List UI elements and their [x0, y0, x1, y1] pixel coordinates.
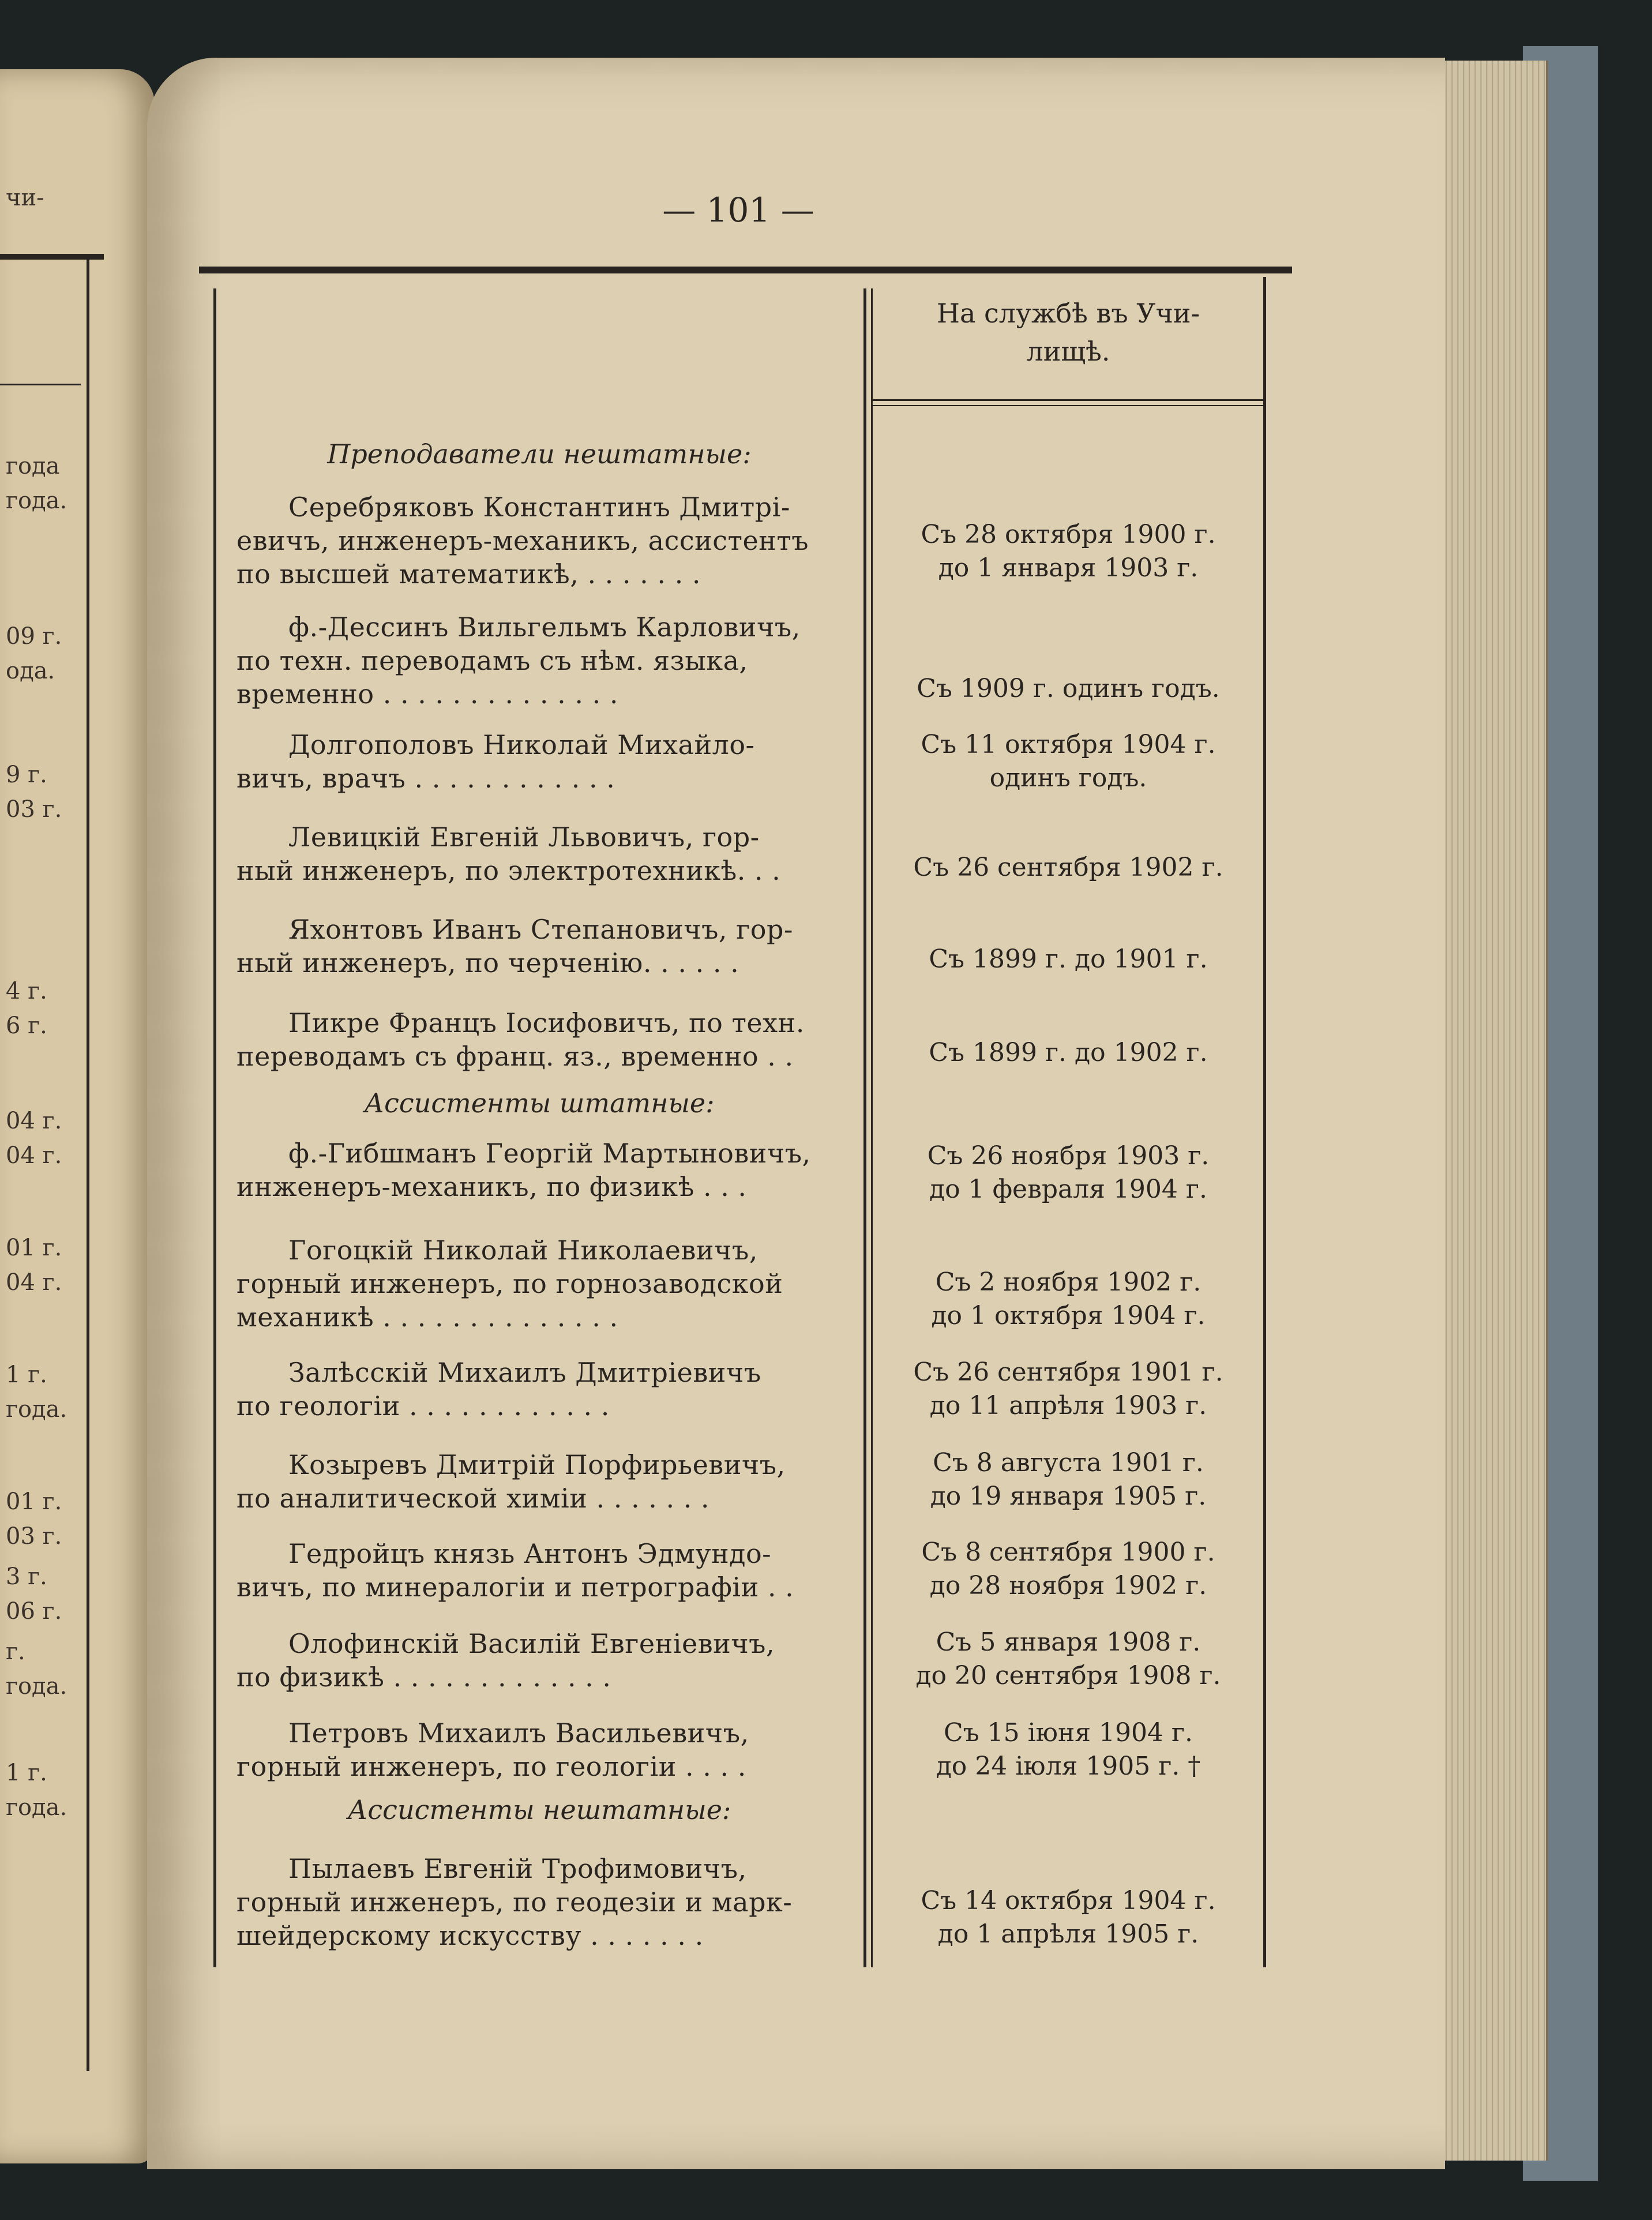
section-title-non-staff-teachers: Преподаватели нештатные:	[327, 438, 752, 470]
entry-line: Гогоцкій Николай Николаевичъ,	[288, 1235, 758, 1266]
service-dates	[872, 1716, 1264, 1783]
service-dates	[872, 1446, 1264, 1513]
service-date-line: Съ 8 сентября 1900 г.	[921, 1537, 1215, 1567]
staff-entry	[236, 1006, 848, 1073]
service-date-line: до 24 іюля 1905 г. †	[936, 1752, 1201, 1781]
entry-line: Пылаевъ Евгеній Трофимовичъ,	[288, 1853, 747, 1884]
service-dates	[872, 1626, 1264, 1693]
service-dates	[872, 518, 1264, 585]
staff-entry	[236, 913, 848, 980]
service-date-line: до 19 января 1905 г.	[930, 1482, 1207, 1511]
left-page-fragment: года.	[6, 1673, 67, 1700]
service-date-line: до 20 сентября 1908 г.	[915, 1661, 1221, 1690]
service-date-line: Съ 11 октября 1904 г.	[921, 730, 1216, 759]
service-dates	[872, 1139, 1264, 1206]
left-page-fragment: 03 г.	[6, 1523, 62, 1550]
left-page-fragment: 04 г.	[6, 1142, 62, 1169]
service-date-line: до 1 января 1903 г.	[938, 553, 1199, 583]
left-page-fragment: 03 г.	[6, 796, 62, 823]
service-date-line: Съ 1899 г. до 1901 г.	[929, 944, 1208, 974]
left-page-fragment: года.	[6, 1794, 67, 1821]
left-page-fragment: года.	[6, 487, 67, 514]
entry-line: ф.-Дессинъ Вильгельмъ Карловичъ,	[288, 612, 801, 643]
top-rule	[199, 267, 1292, 273]
service-date-line: Съ 26 ноября 1903 г.	[927, 1141, 1210, 1171]
entry-line: Яхонтовъ Иванъ Степановичъ, гор-	[288, 914, 793, 945]
entry-line: горный инженеръ, по геологіи . . . .	[236, 1751, 746, 1782]
entry-line: Левицкій Евгеній Львовичъ, гор-	[288, 822, 760, 853]
service-dates	[872, 1036, 1264, 1070]
service-date-line: Съ 28 октября 1900 г.	[921, 520, 1216, 549]
entry-line: вичъ, по минералогіи и петрографіи . .	[236, 1572, 794, 1603]
left-page-fragment: чи-	[6, 185, 44, 211]
entry-line: временно . . . . . . . . . . . . . .	[236, 678, 618, 710]
left-page-fragment: 1 г.	[6, 1760, 47, 1786]
staff-entry	[236, 1448, 848, 1515]
rule	[863, 288, 866, 1967]
left-page-fragment: 9 г.	[6, 762, 47, 788]
staff-entry	[236, 1627, 848, 1694]
column-header-line: На службѣ въ Учи-	[936, 298, 1200, 329]
entry-line: горный инженеръ, по геодезіи и марк-	[236, 1887, 793, 1918]
staff-entry	[236, 1233, 848, 1334]
staff-entry	[236, 610, 848, 711]
entry-line: Гедройцъ князь Антонъ Эдмундо-	[288, 1538, 772, 1569]
left-page-fragment: 09 г.	[6, 623, 62, 650]
service-dates	[872, 851, 1264, 884]
entry-line: по высшей математикѣ, . . . . . . .	[236, 558, 701, 590]
service-date-line: Съ 1899 г. до 1902 г.	[929, 1038, 1208, 1067]
left-page-fragment: 04 г.	[6, 1269, 62, 1296]
staff-entry	[236, 490, 848, 591]
entry-line: переводамъ съ франц. яз., временно . .	[236, 1041, 794, 1072]
rule	[872, 399, 1264, 401]
service-date-line: Съ 8 августа 1901 г.	[933, 1448, 1204, 1477]
service-dates	[872, 672, 1264, 706]
service-date-line: до 1 февраля 1904 г.	[929, 1175, 1207, 1204]
service-date-line: до 28 ноября 1902 г.	[929, 1571, 1207, 1600]
page-number: — 101 —	[662, 190, 814, 230]
entry-line: шейдерскому искусству . . . . . . .	[236, 1920, 704, 1951]
left-page-fragment: 04 г.	[6, 1108, 62, 1134]
entry-line: Залѣсскій Михаилъ Дмитріевичъ	[288, 1357, 761, 1388]
staff-entry	[236, 728, 848, 795]
service-dates	[872, 1266, 1264, 1333]
left-page-fragment: 3 г.	[6, 1563, 47, 1590]
staff-entry	[236, 1537, 848, 1604]
entry-line: ф.-Гибшманъ Георгій Мартыновичъ,	[288, 1138, 811, 1169]
column-header	[872, 294, 1264, 370]
service-date-line: Съ 2 ноября 1902 г.	[935, 1268, 1202, 1297]
service-date-line: Съ 26 сентября 1902 г.	[913, 853, 1223, 882]
entry-line: Долгополовъ Николай Михайло-	[288, 729, 755, 760]
service-dates	[872, 1356, 1264, 1423]
section-title-non-staff-assistants: Ассистенты нештатные:	[347, 1794, 731, 1825]
entry-line: по геологіи . . . . . . . . . . . .	[236, 1390, 610, 1422]
left-page-fragment: 4 г.	[6, 978, 47, 1004]
left-page-fragment: 01 г.	[6, 1235, 62, 1261]
entry-line: Козыревъ Дмитрій Порфирьевичъ,	[288, 1449, 786, 1480]
service-date-line: до 1 октября 1904 г.	[931, 1301, 1206, 1330]
entry-line: евичъ, инженеръ-механикъ, ассистентъ	[236, 525, 809, 556]
left-page-fragment: года	[6, 453, 60, 479]
service-date-line: до 11 апрѣля 1903 г.	[929, 1391, 1207, 1420]
rule	[213, 288, 216, 1967]
entry-line: инженеръ-механикъ, по физикѣ . . .	[236, 1171, 747, 1202]
staff-entry	[236, 1137, 848, 1203]
left-page-fragment: 01 г.	[6, 1488, 62, 1515]
service-date-line: одинъ годъ.	[989, 763, 1147, 793]
left-page-fragment: 6 г.	[6, 1012, 47, 1039]
entry-line: ный инженеръ, по электротехникѣ. . .	[236, 855, 781, 886]
service-date-line: Съ 14 октября 1904 г.	[921, 1886, 1216, 1915]
entry-line: ный инженеръ, по черченію. . . . . .	[236, 947, 739, 978]
staff-entry	[236, 1852, 848, 1952]
service-dates	[872, 1536, 1264, 1603]
service-date-line: до 1 апрѣля 1905 г.	[937, 1919, 1199, 1949]
entry-line: Серебряковъ Константинъ Дмитрі-	[288, 492, 790, 523]
service-date-line: Съ 26 сентября 1901 г.	[913, 1357, 1223, 1387]
left-page-fragment: ода.	[6, 658, 55, 684]
left-page-fragment: года.	[6, 1396, 67, 1423]
entry-line: вичъ, врачъ . . . . . . . . . . . .	[236, 763, 615, 794]
rule	[872, 405, 1264, 406]
entry-line: Олофинскій Василій Евгеніевичъ,	[288, 1628, 775, 1659]
entry-line: по физикѣ . . . . . . . . . . . . .	[236, 1662, 611, 1693]
service-dates	[872, 728, 1264, 795]
service-date-line: Съ 5 января 1908 г.	[936, 1627, 1201, 1657]
entry-line: Пикре Францъ Іосифовичъ, по техн.	[288, 1007, 805, 1038]
entry-line: механикѣ . . . . . . . . . . . . . .	[236, 1302, 618, 1333]
staff-entry	[236, 820, 848, 887]
left-page-fragment: г.	[6, 1638, 25, 1665]
entry-line: Петровъ Михаилъ Васильевичъ,	[288, 1717, 749, 1749]
column-header-line: лищѣ.	[1026, 336, 1110, 367]
left-page-fragment: 1 г.	[6, 1362, 47, 1388]
service-dates	[872, 1884, 1264, 1951]
service-dates	[872, 943, 1264, 976]
entry-line: по аналитической химіи . . . . . . .	[236, 1483, 710, 1514]
staff-entry	[236, 1356, 848, 1423]
service-date-line: Съ 1909 г. одинъ годъ.	[917, 674, 1220, 703]
entry-line: горный инженеръ, по горнозаводской	[236, 1268, 783, 1299]
staff-entry	[236, 1716, 848, 1783]
service-date-line: Съ 15 іюня 1904 г.	[943, 1718, 1193, 1747]
section-title-staff-assistants: Ассистенты штатные:	[364, 1088, 715, 1119]
left-page-fragment: 06 г.	[6, 1598, 62, 1625]
entry-line: по техн. переводамъ съ нѣм. языка,	[236, 645, 748, 676]
